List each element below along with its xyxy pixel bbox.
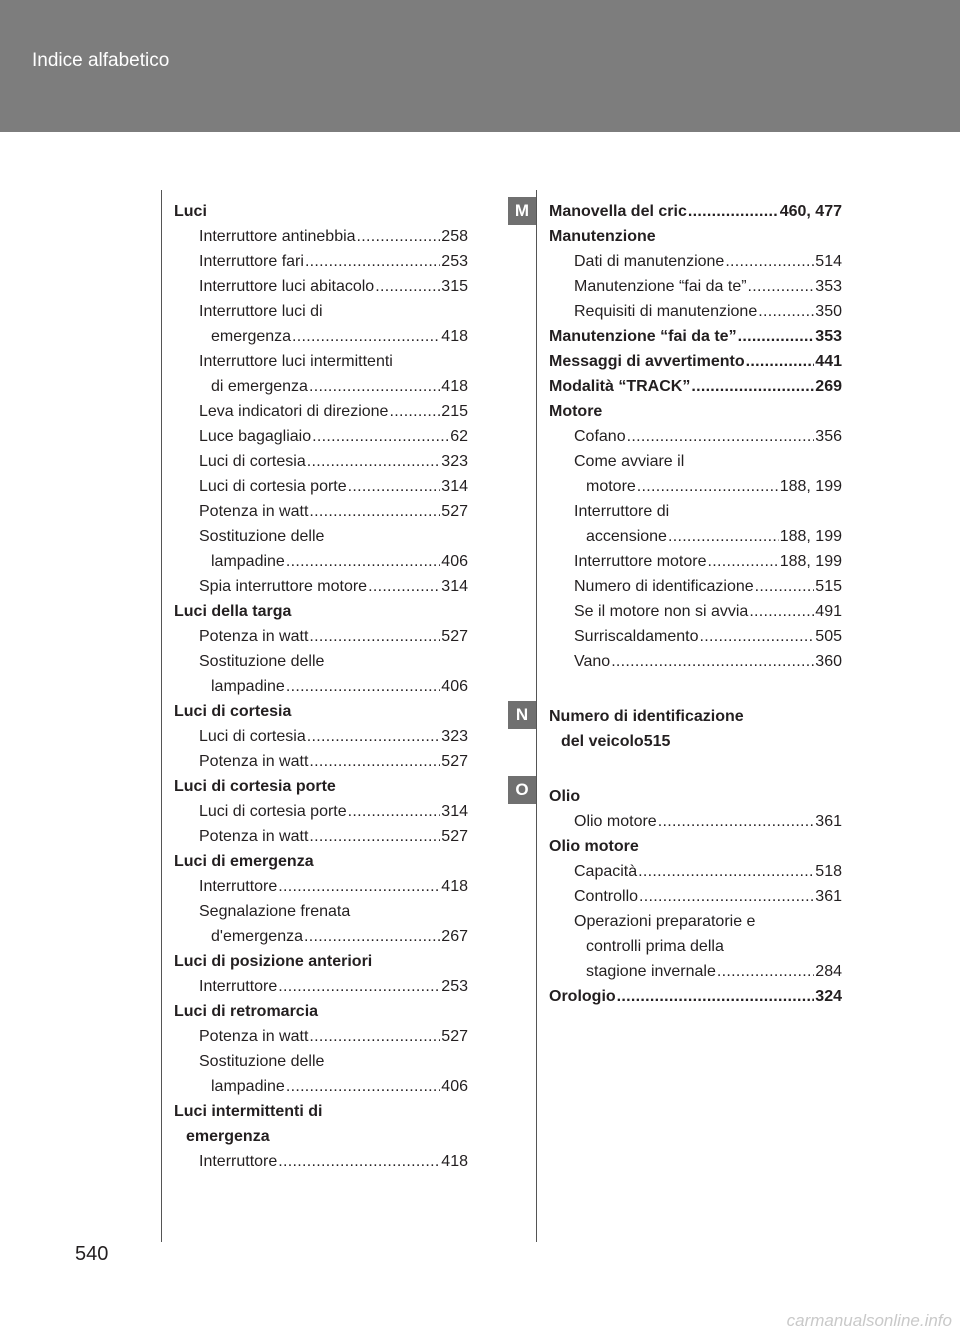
index-entry: lampadine ..... 406 — [174, 1074, 468, 1099]
index-entry: Dati di manutenzione ..... 514 — [549, 249, 842, 274]
index-entry: d'emergenza ..... 267 — [174, 924, 468, 949]
index-entry: Cofano ..... 356 — [549, 424, 842, 449]
index-entry: Potenza in watt ..... 527 — [174, 824, 468, 849]
index-heading: Luci di cortesia porte — [174, 778, 336, 795]
index-entry: Interruttore ..... 418 — [174, 874, 468, 899]
index-heading: Manutenzione — [549, 228, 656, 245]
index-entry: motore ..... 188, 199 — [549, 474, 842, 499]
index-heading: Luci intermittenti di — [174, 1103, 323, 1120]
index-entry: Interruttore ..... 253 — [174, 974, 468, 999]
index-entry: Controllo ..... 361 — [549, 884, 842, 909]
index-entry: Interruttore luci abitacolo ..... 315 — [174, 274, 468, 299]
index-entry: Potenza in watt ..... 527 — [174, 499, 468, 524]
index-entry: Surriscaldamento ..... 505 — [549, 624, 842, 649]
index-entry: controlli prima della — [586, 938, 724, 955]
index-heading: Motore — [549, 403, 603, 420]
page-number: 540 — [75, 1243, 109, 1265]
index-entry: emergenza ..... 418 — [174, 324, 468, 349]
index-entry: Se il motore non si avvia ..... 491 — [549, 599, 842, 624]
column-divider-left — [161, 190, 162, 1242]
index-heading: emergenza — [186, 1128, 270, 1145]
index-entry: stagione invernale ..... 284 — [549, 959, 842, 984]
index-entry: Interruttore fari ..... 253 — [174, 249, 468, 274]
index-entry: Requisiti di manutenzione ..... 350 — [549, 299, 842, 324]
index-entry: Capacità ..... 518 — [549, 859, 842, 884]
header-title: Indice alfabetico — [32, 50, 170, 71]
index-entry: Interruttore motore ..... 188, 199 — [549, 549, 842, 574]
index-entry: Luci di cortesia porte ..... 314 — [174, 474, 468, 499]
index-heading: Olio — [549, 788, 581, 805]
index-heading: Numero di identificazione — [549, 708, 744, 725]
section-tab-n: N — [508, 701, 536, 729]
index-column-right — [549, 199, 842, 1009]
index-heading: Luci — [174, 203, 207, 220]
index-heading: Orologio ..... 324 — [549, 984, 842, 1009]
index-entry: Leva indicatori di direzione ..... 215 — [174, 399, 468, 424]
index-heading: Messaggi di avvertimento ..... 441 — [549, 349, 842, 374]
index-entry: Operazioni preparatorie e — [574, 913, 756, 930]
index-heading: Luci di cortesia — [174, 703, 292, 720]
index-entry: Luci di cortesia porte ..... 314 — [174, 799, 468, 824]
index-heading: Luci di emergenza — [174, 853, 314, 870]
index-entry: lampadine ..... 406 — [174, 549, 468, 574]
index-entry: Potenza in watt ..... 527 — [174, 749, 468, 774]
index-entry: Luci di cortesia ..... 323 — [174, 724, 468, 749]
index-entry: accensione ..... 188, 199 — [549, 524, 842, 549]
index-entry: Segnalazione frenata — [199, 903, 351, 920]
index-entry: Potenza in watt ..... 527 — [174, 624, 468, 649]
index-heading: Olio motore — [549, 838, 639, 855]
index-entry: Sostituzione delle — [199, 653, 325, 670]
watermark: carmanualsonline.info — [786, 1311, 952, 1330]
page-header — [0, 0, 960, 132]
index-entry: Interruttore luci di — [199, 303, 323, 320]
section-tab-o: O — [508, 776, 536, 804]
index-entry: Vano ..... 360 — [549, 649, 842, 674]
index-entry: Numero di identificazione ..... 515 — [549, 574, 842, 599]
section-tab-m: M — [508, 197, 536, 225]
index-entry: Manutenzione “fai da te” ..... 353 — [549, 274, 842, 299]
index-heading: Luci di retromarcia — [174, 1003, 319, 1020]
index-entry: Come avviare il — [574, 453, 685, 470]
index-entry: Luci di cortesia ..... 323 — [174, 449, 468, 474]
index-entry: Interruttore di — [574, 503, 670, 520]
index-entry: Spia interruttore motore ..... 314 — [174, 574, 468, 599]
index-heading: Manutenzione “fai da te” ..... 353 — [549, 324, 842, 349]
index-heading: Luci della targa — [174, 603, 292, 620]
index-heading: Manovella del cric ..... 460, 477 — [549, 199, 842, 224]
index-entry: Potenza in watt ..... 527 — [174, 1024, 468, 1049]
index-entry: Sostituzione delle — [199, 1053, 325, 1070]
index-entry: Interruttore antinebbia ..... 258 — [174, 224, 468, 249]
index-entry: Luce bagagliaio ..... 62 — [174, 424, 468, 449]
index-entry: Olio motore ..... 361 — [549, 809, 842, 834]
index-entry: di emergenza ..... 418 — [174, 374, 468, 399]
index-heading: Luci di posizione anteriori — [174, 953, 373, 970]
index-heading: del veicolo515 — [561, 733, 671, 750]
index-heading: Modalità “TRACK” ..... 269 — [549, 374, 842, 399]
column-divider-right — [536, 190, 537, 1242]
index-entry: Interruttore ..... 418 — [174, 1149, 468, 1174]
index-entry: Sostituzione delle — [199, 528, 325, 545]
index-entry: lampadine ..... 406 — [174, 674, 468, 699]
index-entry: Interruttore luci intermittenti — [199, 353, 393, 370]
index-column-left — [174, 199, 468, 1174]
